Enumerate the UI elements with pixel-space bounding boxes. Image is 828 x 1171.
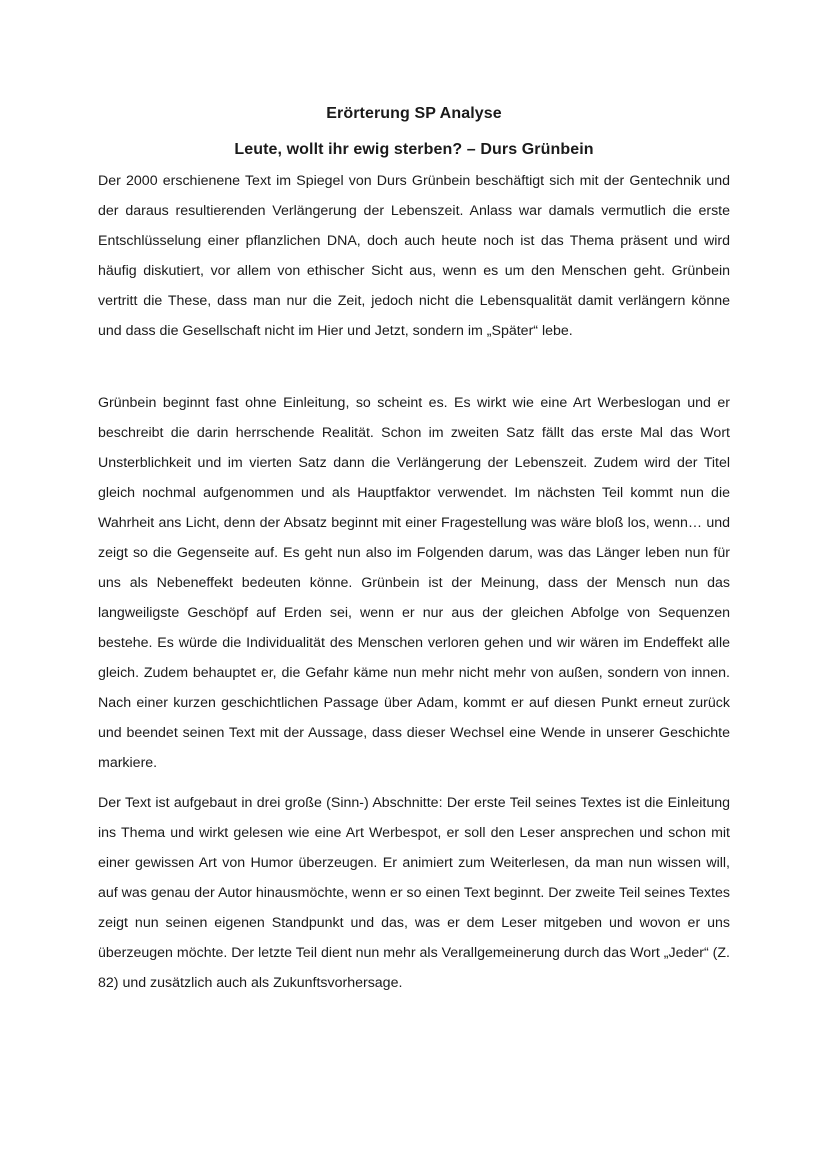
paragraph-structure: Der Text ist aufgebaut in drei große (Sinn-) Abschnitte: Der erste Teil seines Textes ist die Einleitung ins Thema und wirkt gelesen wie eine Art Werbespot, er soll den Leser ansprechen und schon mit einer gewissen Art von Humor überzeugen. Er animiert zum Weiterlesen, da man nun wissen will, auf was genau der Autor hinausmöchte, wenn er so einen Text beginnt. Der zweite Teil seines Textes zeigt nun seinen eigenen Standpunkt und das, was er dem Leser mitgeben und wovon er uns überzeugen möchte. Der letzte Teil dient nun mehr als Verallgemeinerung durch das Wort „Jeder“ (Z. 82) und zusätzlich auch als Zukunftsvorhersage.: [98, 795, 730, 991]
paragraph-introduction: Der 2000 erschienene Text im Spiegel von Durs Grünbein beschäftigt sich mit der Gentechnik und der daraus resultierenden Verlängerung der Lebenszeit. Anlass war damals vermutlich die erste Entschlüsselung einer pflanzlichen DNA, doch auch heute noch ist das Thema präsent und wird häufig diskutiert, vor allem von ethischer Sicht aus, wenn es um den Menschen geht. Grünbein vertritt die These, dass man nur die Zeit, jedoch nicht die Lebensqualität damit verlängern könne und dass die Gesellschaft nicht im Hier und Jetzt, sondern im „Später“ lebe.: [98, 173, 730, 339]
paragraph-content-summary: Grünbein beginnt fast ohne Einleitung, so scheint es. Es wirkt wie eine Art Werbeslogan und er beschreibt die darin herrschende Realität. Schon im zweiten Satz fällt das erste Mal das Wort Unsterblichkeit und im vierten Satz dann die Verlängerung der Lebenszeit. Zudem wird der Titel gleich nochmal aufgenommen und als Hauptfaktor verwendet. Im nächsten Teil kommt nun die Wahrheit ans Licht, denn der Absatz beginnt mit einer Fragestellung was wäre bloß los, wenn… und zeigt so die Gegenseite auf. Es geht nun also im Folgenden darum, was das Länger leben nun für uns als Nebeneffekt bedeuten könne. Grünbein ist der Meinung, dass der Mensch nun das langweiligste Geschöpf auf Erden sei, wenn er nur aus der gleichen Abfolge von Sequenzen bestehe. Es würde die Individualität des Menschen verloren gehen und wir wären im Endeffekt alle gleich. Zudem behauptet er, die Gefahr käme nun mehr nicht mehr von außen, sondern von innen. Nach einer kurzen geschichtlichen Passage über Adam, kommt er auf diesen Punkt erneut zurück und beendet seinen Text mit der Aussage, dass dieser Wechsel eine Wende in unserer Geschichte markiere.: [98, 395, 730, 771]
document-subtitle: Leute, wollt ihr ewig sterben? – Durs Grünbein: [234, 141, 594, 158]
document-content: [98, 98, 730, 998]
document-title: Erörterung SP Analyse: [326, 105, 502, 122]
